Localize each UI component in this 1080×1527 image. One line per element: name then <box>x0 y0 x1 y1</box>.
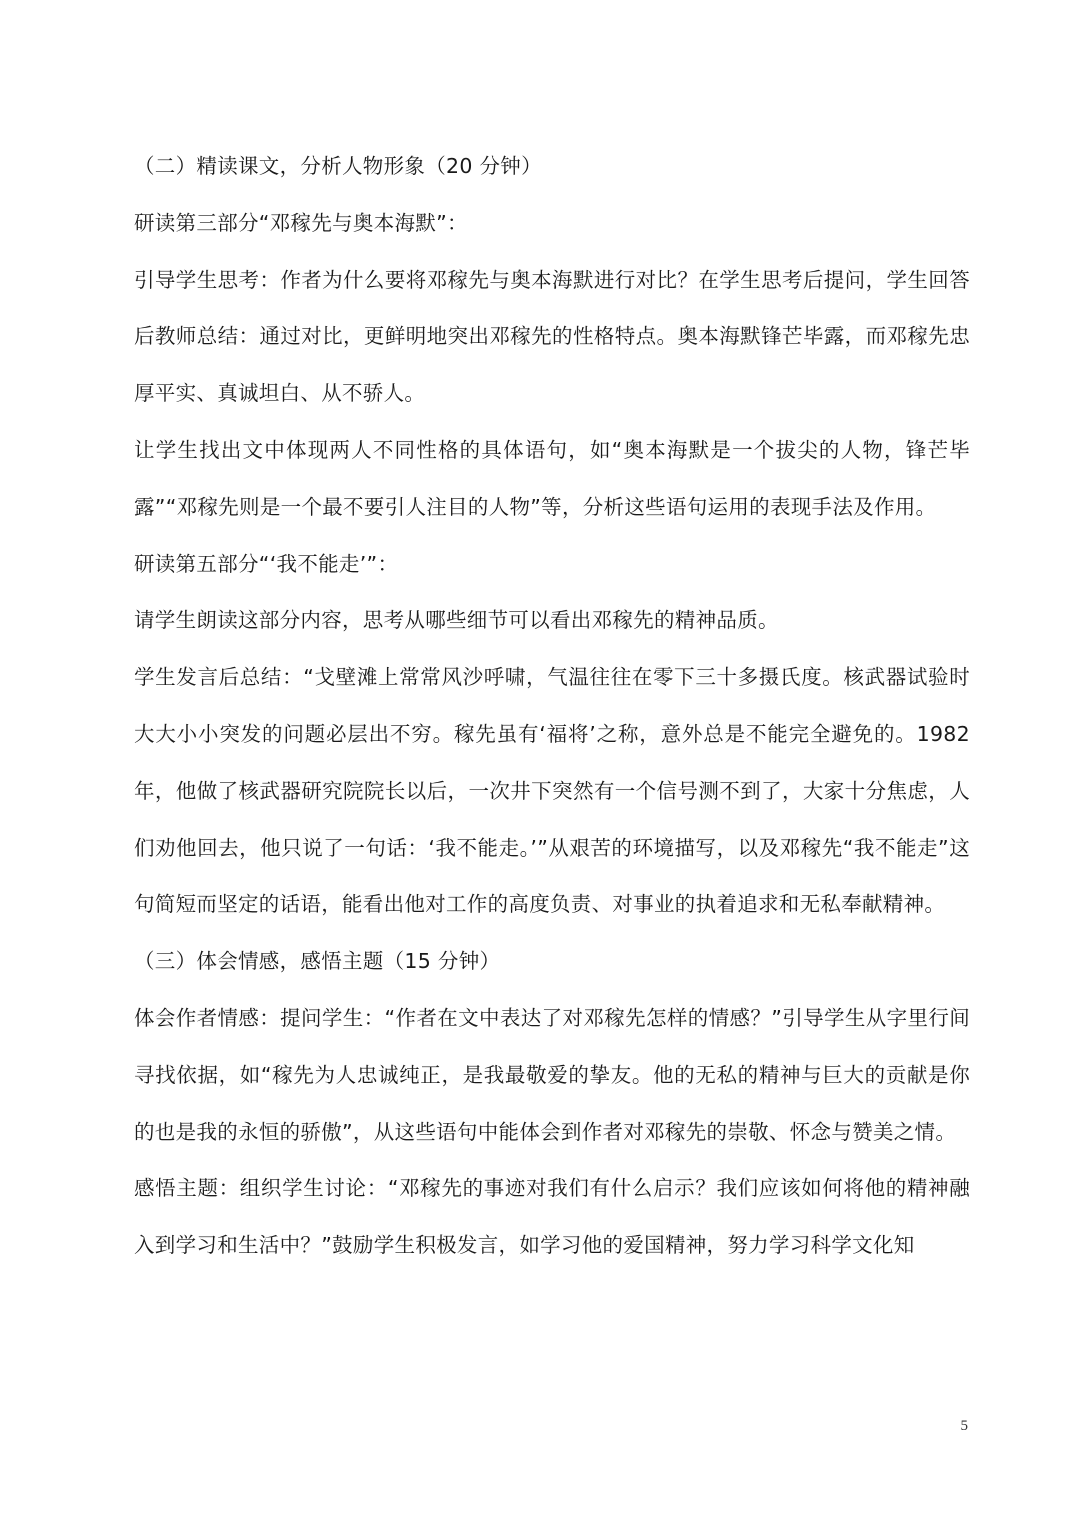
part5-title: 研读第五部分“‘我不能走’”： <box>134 551 399 576</box>
section-2-heading: （二）精读课文，分析人物形象（20 分钟） <box>134 154 542 178</box>
part5-read-paragraph: 请学生朗读这部分内容，思考从哪些细节可以看出邓稼先的精神品质。 <box>134 608 779 633</box>
part3-find-paragraph: 让学生找出文中体现两人不同性格的具体语句，如“奥本海默是一个拔尖的人物，锋芒毕露”“邓稼先则是一个最不要引人注目的人物”等，分析这些语句运用的表现手法及作用。 <box>134 437 970 519</box>
part5-summary-paragraph: 学生发言后总结：“戈壁滩上常常风沙呼啸，气温往往在零下三十多摄氏度。核武器试验时大大小小突发的问题必层出不穷。稼先虽有‘福将’之称，意外总是不能完全避免的。1982年，他做了核武器研究院院长以后，一次井下突然有一个信号测不到了，大家十分焦虑，人们劝他回去，他只说了一句话：‘我不能走。’”从艰苦的环境描写，以及邓稼先“我不能走”这句简短而坚定的话语，能看出他对工作的高度负责、对事业的执着追求和无私奉献精神。 <box>134 665 970 917</box>
section-3-heading: （三）体会情感，感悟主题（15 分钟） <box>134 949 501 974</box>
part3-title: 研读第三部分“邓稼先与奥本海默”： <box>134 210 468 235</box>
emotion-paragraph: 体会作者情感：提问学生：“作者在文中表达了对邓稼先怎样的情感？”引导学生从字里行间寻找依据，如“稼先为人忠诚纯正，是我最敬爱的挚友。他的无私的精神与巨大的贡献是你的也是我的永恒的骄傲”，从这些语句中能体会到作者对邓稼先的崇敬、怀念与赞美之情。 <box>134 1005 970 1144</box>
page-number: 5 <box>960 1418 968 1434</box>
part3-guide-paragraph: 引导学生思考：作者为什么要将邓稼先与奥本海默进行对比？在学生思考后提问，学生回答后教师总结：通过对比，更鲜明地突出邓稼先的性格特点。奥本海默锋芒毕露，而邓稼先忠厚平实、真诚坦白、从不骄人。 <box>134 267 970 406</box>
theme-paragraph: 感悟主题：组织学生讨论：“邓稼先的事迹对我们有什么启示？我们应该如何将他的精神融入到学习和生活中？”鼓励学生积极发言，如学习他的爱国精神，努力学习科学文化知 <box>134 1176 970 1258</box>
document-body <box>134 138 970 1274</box>
